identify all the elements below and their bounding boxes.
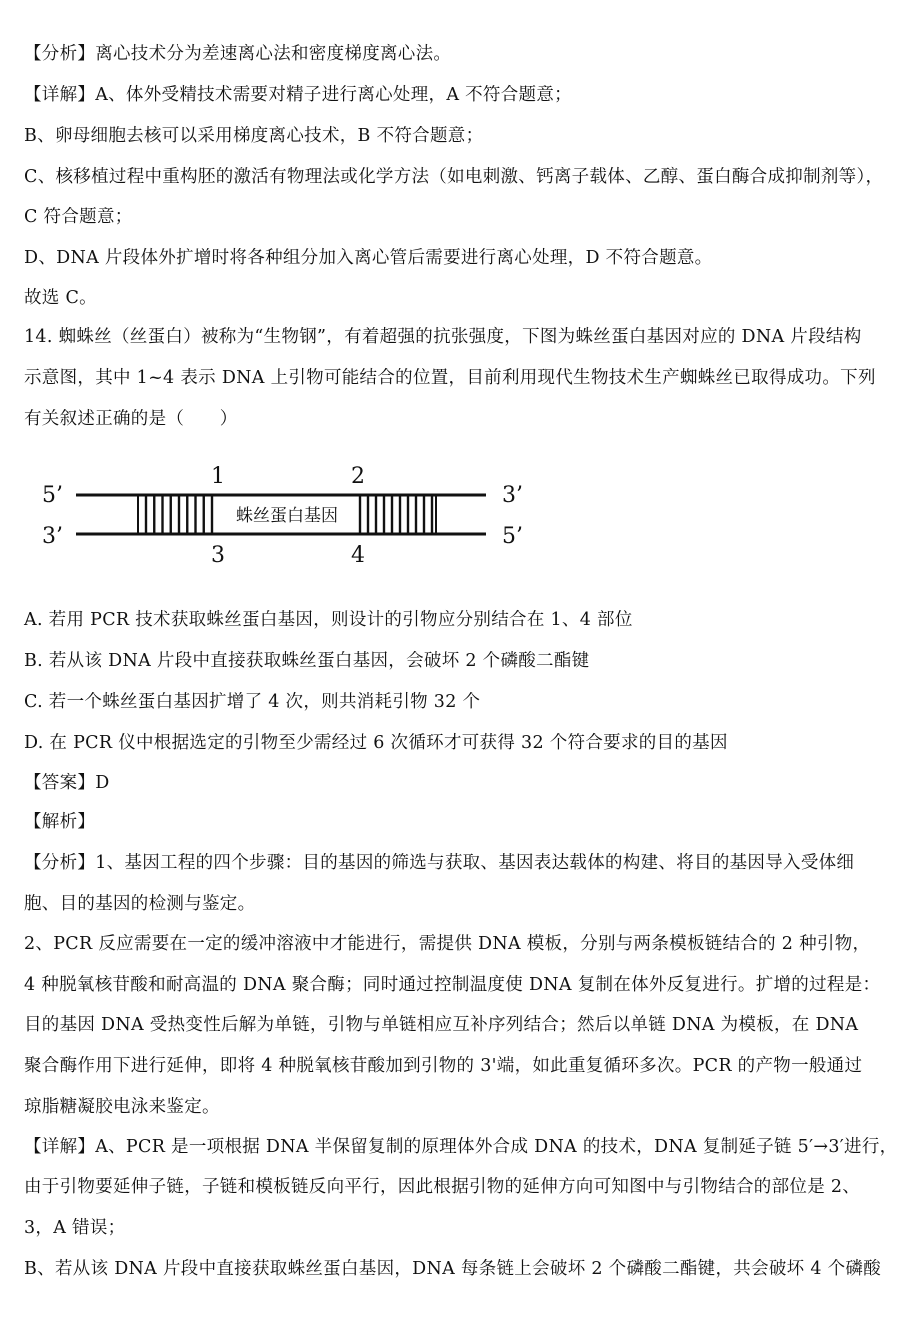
site-3-label: 3 (211, 543, 225, 568)
option-c: C. 若一个蛛丝蛋白基因扩增了 4 次，则共消耗引物 32 个 (24, 692, 481, 712)
analysis-label: 【解析】 (24, 812, 96, 832)
dna-diagram-svg (40, 462, 540, 572)
top-right-end-label: 3’ (502, 483, 523, 508)
site-2-label: 2 (351, 464, 365, 489)
bottom-left-end-label: 3’ (42, 524, 63, 549)
text-line: D、DNA 片段体外扩增时将各种组分加入离心管后需要进行离心处理，D 不符合题意。 (24, 248, 713, 268)
dna-diagram (40, 462, 540, 572)
site-1-label: 1 (211, 464, 225, 489)
option-a: A. 若用 PCR 技术获取蛛丝蛋白基因，则设计的引物应分别结合在 1、4 部位 (24, 610, 633, 630)
text-line: C、核移植过程中重构胚的激活有物理法或化学方法（如电刺激、钙离子载体、乙醇、蛋白酶合成抑制剂等）， (24, 167, 884, 187)
answer: 【答案】D (24, 773, 110, 793)
gene-label: 蛛丝蛋白基因 (236, 506, 338, 526)
text-line: C 符合题意； (24, 207, 133, 227)
analysis-line: 胞、目的基因的检测与鉴定。 (24, 894, 256, 914)
text-line: B、卵母细胞去核可以采用梯度离心技术，B 不符合题意； (24, 126, 484, 146)
analysis-line: 【分析】1、基因工程的四个步骤：目的基因的筛选与获取、基因表达载体的构建、将目的基因导入受体细 (24, 853, 855, 873)
analysis-line: 聚合酶作用下进行延伸，即将 4 种脱氧核苷酸加到引物的 3'端，如此重复循环多次。PCR 的产物一般通过 (24, 1056, 863, 1076)
bottom-right-end-label: 5’ (502, 524, 523, 549)
analysis-line: B、若从该 DNA 片段中直接获取蛛丝蛋白基因，DNA 每条链上会破坏 2 个磷酸二酯键，共会破坏 4 个磷酸 (24, 1259, 882, 1279)
analysis-line: 由于引物要延伸子链，子链和模板链反向平行，因此根据引物的延伸方向可知图中与引物结合的部位是 2、 (24, 1177, 861, 1197)
question-text: 14. 蜘蛛丝（丝蛋白）被称为“生物钢”，有着超强的抗张强度，下图为蛛丝蛋白基因对应的 DNA 片段结构 (24, 327, 862, 347)
question-text: 有关叙述正确的是（ ） (24, 409, 238, 429)
analysis-line: 目的基因 DNA 受热变性后解为单链，引物与单链相应互补序列结合；然后以单链 DNA 为模板，在 DNA (24, 1015, 859, 1035)
text-line: 故选 C。 (24, 288, 97, 308)
option-d: D. 在 PCR 仪中根据选定的引物至少需经过 6 次循环才可获得 32 个符合要求的目的基因 (24, 733, 728, 753)
analysis-line: 2、PCR 反应需要在一定的缓冲溶液中才能进行，需提供 DNA 模板，分别与两条模板链结合的 2 种引物， (24, 934, 871, 954)
site-4-label: 4 (351, 543, 365, 568)
question-text: 示意图，其中 1~4 表示 DNA 上引物可能结合的位置，目前利用现代生物技术生产蜘蛛丝已取得成功。下列 (24, 368, 876, 388)
text-line: 【分析】离心技术分为差速离心法和密度梯度离心法。 (24, 44, 452, 64)
analysis-line: 4 种脱氧核苷酸和耐高温的 DNA 聚合酶；同时通过控制温度使 DNA 复制在体外反复进行。扩增的过程是： (24, 975, 881, 995)
top-left-end-label: 5’ (42, 483, 63, 508)
analysis-line: 3，A 错误； (24, 1218, 126, 1238)
analysis-line: 【详解】A、PCR 是一项根据 DNA 半保留复制的原理体外合成 DNA 的技术，DNA 复制延子链 5′→3′进行， (24, 1137, 898, 1157)
option-b: B. 若从该 DNA 片段中直接获取蛛丝蛋白基因，会破坏 2 个磷酸二酯键 (24, 651, 590, 671)
analysis-line: 琼脂糖凝胶电泳来鉴定。 (24, 1097, 220, 1117)
text-line: 【详解】A、体外受精技术需要对精子进行离心处理，A 不符合题意； (24, 85, 572, 105)
